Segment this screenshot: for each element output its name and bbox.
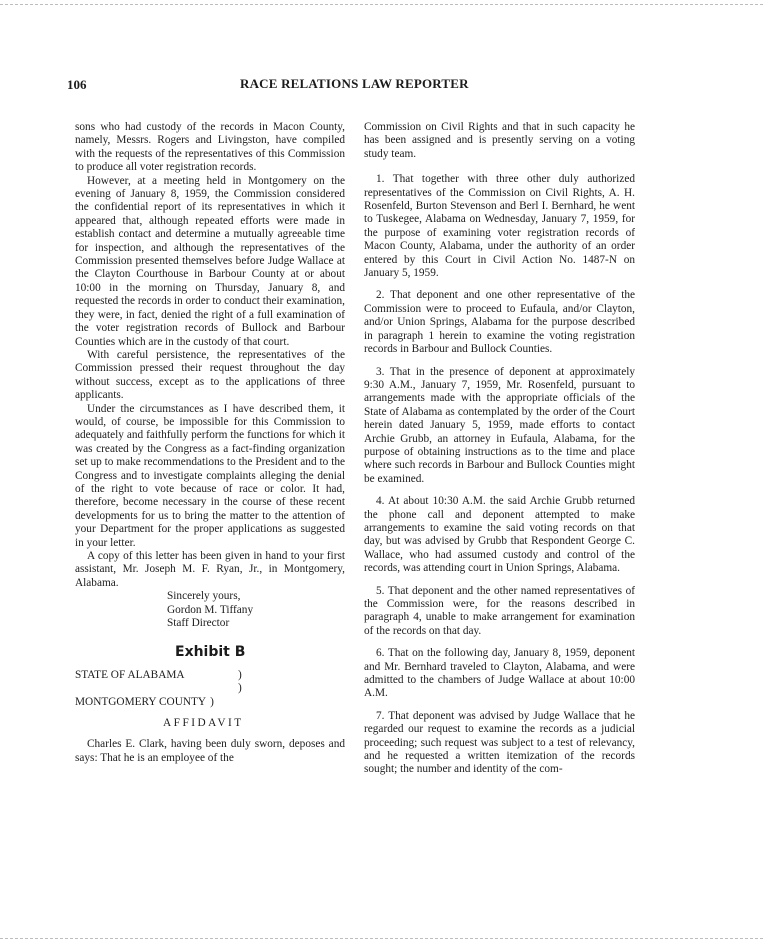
left-paragraph-3: With careful persistence, the representatives of the Commission pressed their request throughout the day without success, except as to the applications of three applicants. — [75, 348, 345, 402]
signature-title: Staff Director — [167, 617, 230, 630]
exhibit-heading: Exhibit B — [175, 644, 246, 661]
caption-bracket: ) — [238, 668, 242, 681]
left-paragraph-4: Under the circumstances as I have described them, it would, of course, be impossible for this Commission to adequately and faithfully perform the functions for which it was created by the Congress as a fact-finding organization set up to make recommendations to the President and to the Congress and to investigate complaints alleging the denial of the right to vote because of race or color. It had, therefore, become necessary in the course of these recent developments for us to bring the matter to the attention of your Department for the proper applications as suggested in your letter. — [75, 402, 345, 549]
caption-state: STATE OF ALABAMA — [75, 668, 185, 681]
affidavit-title: AFFIDAVIT — [163, 717, 244, 730]
affidavit-intro: Charles E. Clark, having been duly sworn, deposes and says: That he is an employee of the — [75, 738, 345, 764]
page-number: 106 — [67, 77, 87, 92]
affidavit-caption — [75, 669, 345, 709]
right-paragraph-6: 6. That on the following day, January 8, 1959, deponent and Mr. Bernhard traveled to Clayton, Alabama, and were admitted to the chambers of Judge Wallace at about 10:00 A.M. — [364, 647, 635, 700]
left-paragraph-1: sons who had custody of the records in Macon County, namely, Messrs. Rogers and Livingston, have compiled with the requests of the representatives of this Commission to produce all voter registration records. — [75, 121, 345, 174]
right-paragraph-2: 2. That deponent and one other representative of the Commission were to proceed to Eufaula, and/or Clayton, and/or Union Springs, Alabama for the purpose described in paragraph 1 herein to examine the voting registration records in Barbour and Bullock Counties. — [364, 289, 635, 356]
left-paragraph-5: A copy of this letter has been given in hand to your first assistant, Mr. Joseph M. F. Ryan, Jr., in Montgomery, Alabama. — [75, 550, 345, 589]
caption-bracket: ) — [238, 682, 242, 695]
left-column — [75, 121, 345, 765]
right-paragraph-3: 3. That in the presence of deponent at approximately 9:30 A.M., January 7, 1959, Mr. Rosenfeld, pursuant to arrangements made with the appropriate officials of the State of Alabama as contemplated by the order of the Court herein dated January 5, 1959, made efforts to contact Archie Grubb, an attorney in Eufaula, Alabama, for the purpose of obtaining instructions as to the time and place where such records in Barbour and Bullock Counties might be examined. — [364, 365, 635, 485]
signature-name: Gordon M. Tiffany — [167, 603, 254, 616]
top-page-edge — [0, 4, 763, 5]
signature-block — [167, 590, 345, 630]
right-paragraph-4: 4. At about 10:30 A.M. the said Archie Grubb returned the phone call and deponent attempted to make arrangements to examine the said voting records on that day, but was advised by Grubb that Respondent George C. Wallace, who had assumed custody and control of the records, was attending court in Union Springs, Alabama. — [364, 495, 635, 575]
right-column — [364, 121, 635, 786]
left-paragraph-2: However, at a meeting held in Montgomery on the evening of January 8, 1959, the Commission considered the confidential report of its representatives in which it appeared that, although repeated efforts were made in establish contact and determine a mutually agreeable time for inspection, and although the representatives of the Commission presented themselves before Judge Wallace at the Clayton Courthouse in Barbour County at or about 10:00 in the morning on Thursday, January 8, and requested the records in order to conduct their examination, they were, in fact, denied the right of a full examination of the voter registration records of Bullock and Barbour Counties which are in the custody of that court. — [75, 174, 345, 348]
caption-county: MONTGOMERY COUNTY — [75, 695, 207, 708]
right-paragraph-intro: Commission on Civil Rights and that in such capacity he has been assigned and is presently serving on a voting study team. — [364, 121, 635, 160]
running-head: RACE RELATIONS LAW REPORTER — [240, 76, 469, 91]
bottom-page-edge — [0, 938, 763, 939]
right-paragraph-5: 5. That deponent and the other named representatives of the Commission were, for the reasons described in paragraph 4, unable to make arrangement for examination of the records on that day. — [364, 584, 635, 637]
right-paragraph-1: 1. That together with three other duly authorized representatives of the Commission on Civil Rights, A. H. Rosenfeld, Burton Stevenson and Berl I. Bernhard, he went to Tuskegee, Alabama on Wednesday, January 7, 1959, for the purpose of examining voter registration records of Macon County, Alabama, under the authority of an order entered by this Court in Civil Action No. 1487-N on January 5, 1959. — [364, 173, 635, 280]
signature-closing: Sincerely yours, — [167, 590, 241, 603]
right-paragraph-7: 7. That deponent was advised by Judge Wallace that he regarded our request to examine the records as a judicial proceeding; such request was subject to a test of relevancy, and he requested a written itemization of the records sought; the number and identity of the com- — [364, 709, 635, 776]
caption-bracket: ) — [210, 695, 214, 708]
